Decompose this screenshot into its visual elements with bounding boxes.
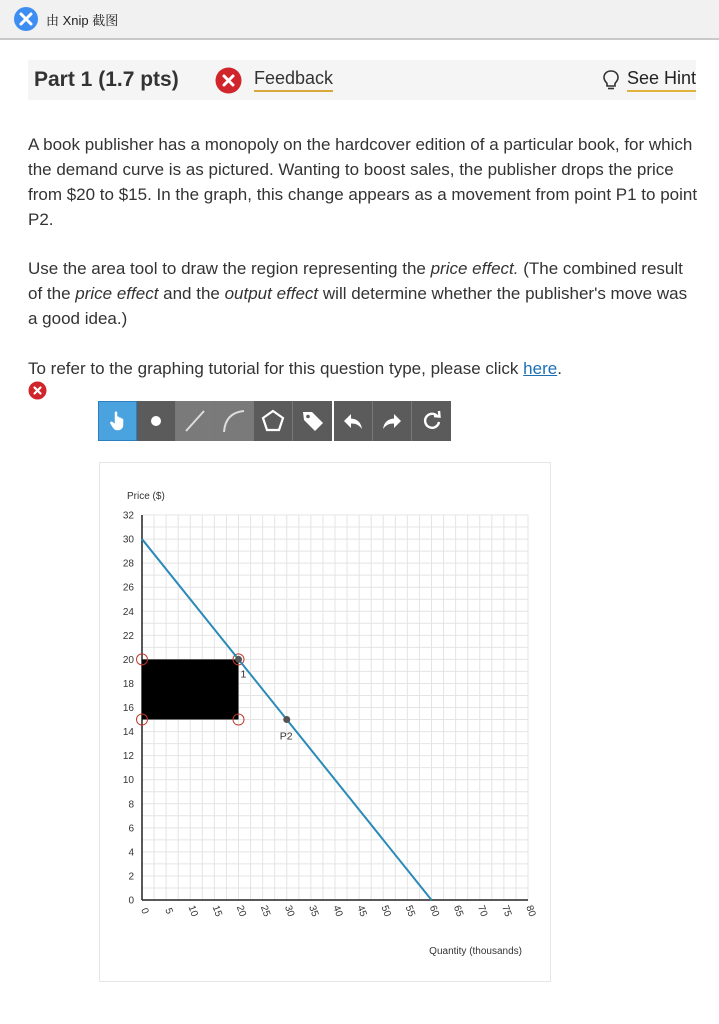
point-tool[interactable] — [137, 401, 176, 441]
undo-icon — [341, 411, 365, 431]
y-tick-label: 24 — [122, 606, 134, 618]
tutorial-here-link[interactable]: here — [523, 359, 558, 378]
x-tick-label: 50 — [378, 904, 393, 919]
x-tick-label: 5 — [162, 906, 175, 916]
x-axis-label: Quantity (thousands) — [429, 946, 522, 957]
redo-icon — [380, 411, 404, 431]
y-tick-label: 30 — [122, 534, 134, 546]
y-tick-label: 0 — [128, 895, 134, 907]
point-tool-icon — [149, 414, 163, 428]
x-tick-label: 15 — [209, 904, 224, 919]
price-effect-area — [142, 659, 239, 719]
xnip-icon — [14, 7, 38, 31]
line-tool[interactable] — [176, 401, 215, 441]
demand-chart[interactable] — [100, 463, 550, 981]
y-tick-label: 26 — [122, 582, 134, 594]
x-tick-label: 65 — [450, 904, 466, 919]
history-tools-group — [334, 401, 451, 441]
incorrect-x-icon — [28, 381, 47, 400]
y-tick-label: 18 — [122, 678, 134, 690]
p2-text-d: will determine whether the publisher's move was a good idea.) — [28, 284, 688, 328]
curve-tool-icon — [221, 408, 247, 434]
tutorial-text: To refer to the graphing tutorial for this question type, please click — [28, 359, 524, 378]
x-tick-label: 75 — [499, 904, 514, 919]
point-marker — [235, 656, 242, 663]
x-tick-label: 80 — [523, 904, 538, 919]
feedback-link[interactable]: Feedback — [254, 68, 333, 92]
graph-toolbar — [98, 401, 451, 441]
tutorial-line — [28, 356, 698, 381]
y-tick-label: 32 — [122, 510, 134, 522]
reset-button[interactable] — [412, 401, 451, 441]
p2-output-effect: output effect — [224, 284, 319, 303]
x-tick-label: 20 — [233, 904, 248, 919]
y-axis-label: Price ($) — [127, 491, 165, 502]
y-tick-label: 22 — [122, 630, 134, 642]
curve-tool[interactable] — [215, 401, 254, 441]
polygon-tool[interactable] — [254, 401, 293, 441]
x-tick-label: 25 — [257, 904, 273, 919]
y-tick-label: 12 — [122, 751, 134, 763]
p2-text-a: Use the area tool to draw the region representing the — [28, 259, 431, 278]
lightbulb-icon[interactable] — [602, 69, 620, 91]
y-tick-label: 6 — [128, 823, 134, 835]
y-tick-label: 4 — [128, 847, 134, 859]
x-tick-label: 45 — [354, 904, 369, 919]
redo-button[interactable] — [373, 401, 412, 441]
window-title: 由 Xnip 截图 — [46, 12, 119, 28]
y-tick-label: 14 — [122, 727, 134, 739]
hand-pointer-tool[interactable] — [98, 401, 137, 441]
y-tick-label: 8 — [128, 799, 134, 811]
y-tick-label: 10 — [122, 775, 134, 787]
reset-icon — [421, 410, 443, 432]
x-tick-label: 35 — [306, 904, 321, 919]
x-tick-label: 10 — [185, 904, 200, 919]
drawing-tools-group — [98, 401, 332, 441]
x-tick-label: 0 — [138, 906, 151, 916]
error-x-icon — [215, 67, 242, 94]
polygon-tool-icon — [260, 408, 286, 434]
x-tick-label: 40 — [330, 904, 345, 919]
x-tick-label: 30 — [282, 904, 297, 919]
undo-button[interactable] — [334, 401, 373, 441]
y-tick-label: 2 — [128, 871, 134, 883]
see-hint-link[interactable]: See Hint — [627, 68, 696, 92]
window-title-bar — [0, 0, 719, 40]
y-tick-label: 20 — [122, 654, 134, 666]
y-tick-label: 16 — [122, 703, 134, 714]
x-tick-label: 55 — [402, 904, 417, 919]
label-tag-icon — [301, 409, 325, 433]
question-paragraph-1: A book publisher has a monopoly on the hardcover edition of a particular book, for which the demand curve is as pictured. Wanting to boost sales, the publisher drops the price from $20 to $15. In the graph, this change appears as a movement from point P1 to point P2. — [28, 135, 698, 229]
point-label: P2 — [279, 730, 293, 743]
point-marker — [283, 716, 290, 723]
line-tool-icon — [182, 408, 208, 434]
part-title: Part 1 (1.7 pts) — [34, 68, 179, 91]
x-tick-label: 60 — [426, 904, 441, 919]
p2-price-effect: price effect. — [430, 259, 519, 278]
p2-text-b: (The combined result of the — [28, 259, 683, 303]
x-tick-label: 70 — [475, 904, 490, 919]
part-header — [28, 60, 696, 100]
label-tool[interactable] — [293, 401, 332, 441]
point-label: 1 — [240, 668, 247, 681]
y-tick-label: 28 — [122, 558, 134, 570]
tutorial-period: . — [557, 359, 562, 378]
hand-pointer-icon — [107, 409, 129, 433]
question-paragraph-2 — [28, 256, 698, 331]
p2-text-c: and the — [158, 284, 225, 303]
p2-price-effect-2: price effect — [75, 284, 159, 303]
graph-panel[interactable] — [99, 462, 551, 982]
